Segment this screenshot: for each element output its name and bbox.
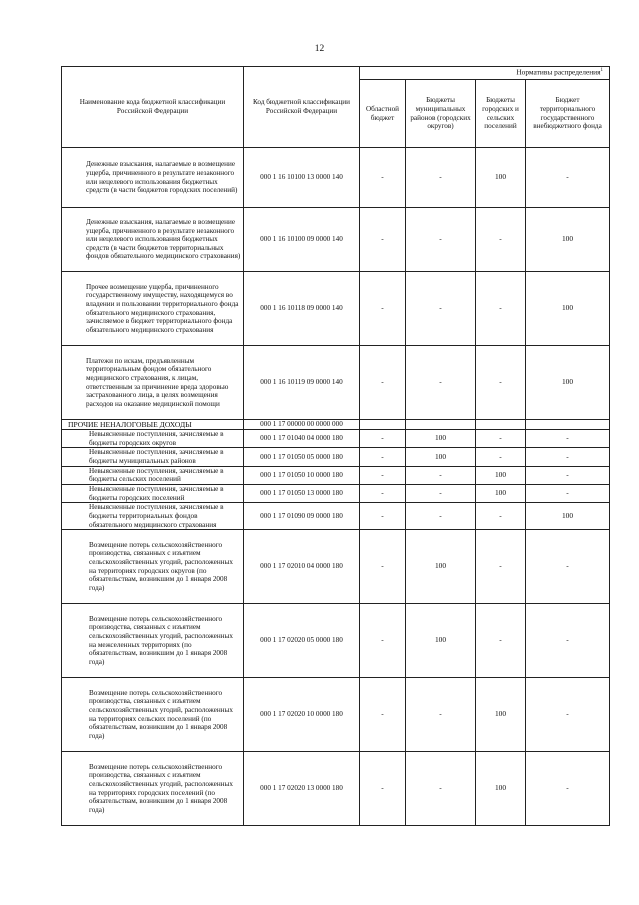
row-city-rural-value: -: [476, 208, 526, 272]
row-fund-value: [526, 420, 610, 430]
row-regional-value: -: [360, 678, 406, 752]
header-fund: Бюджет территориального государственного внебюджетного фонда: [526, 80, 610, 148]
row-municipal-value: -: [406, 148, 476, 208]
table-row: [62, 530, 610, 604]
row-name: Прочее возмещение ущерба, причиненного государственному имуществу, находящемуся во владении и пользовании территориального фонда обязательного медицинского страхования, зачисляемое в бюджет территориального фонда обязательного медицинского страхования: [62, 272, 244, 346]
row-regional-value: -: [360, 448, 406, 466]
row-regional-value: -: [360, 430, 406, 448]
row-code: 000 1 16 10118 09 0000 140: [244, 272, 360, 346]
row-municipal-value: -: [406, 503, 476, 530]
row-name: Невыясненные поступления, зачисляемые в бюджеты городских поселений: [62, 484, 244, 502]
row-name: Невыясненные поступления, зачисляемые в бюджеты городских округов: [62, 430, 244, 448]
row-city-rural-value: 100: [476, 148, 526, 208]
row-fund-value: -: [526, 678, 610, 752]
row-municipal-value: -: [406, 346, 476, 420]
table-row: [62, 604, 610, 678]
row-city-rural-value: -: [476, 430, 526, 448]
table-row: [62, 430, 610, 448]
row-municipal-value: -: [406, 272, 476, 346]
table-row: [62, 148, 610, 208]
row-code: 000 1 16 10100 13 0000 140: [244, 148, 360, 208]
row-name: Невыясненные поступления, зачисляемые в бюджеты сельских поселений: [62, 466, 244, 484]
row-municipal-value: -: [406, 208, 476, 272]
row-code: 000 1 17 01040 04 0000 180: [244, 430, 360, 448]
page-number: 12: [314, 44, 325, 54]
row-city-rural-value: 100: [476, 678, 526, 752]
row-name: Возмещение потерь сельскохозяйственного производства, связанных с изъятием сельскохозяйственных угодий, расположенных на территориях сельских поселений (по обязательствам, возникшим до 1 января 2008 года): [62, 678, 244, 752]
header-code: Код бюджетной классификации Российской Федерации: [244, 67, 360, 148]
budget-norms-table: [61, 66, 610, 826]
row-code: 000 1 16 10119 09 0000 140: [244, 346, 360, 420]
row-regional-value: -: [360, 752, 406, 826]
row-name: Возмещение потерь сельскохозяйственного производства, связанных с изъятием сельскохозяйственных угодий, расположенных на территориях городских округов (по обязательствам, возникшим до 1 января 2008 года): [62, 530, 244, 604]
table-row: [62, 208, 610, 272]
table-row: [62, 503, 610, 530]
header-norms-footnote: 1: [600, 68, 604, 74]
row-city-rural-value: 100: [476, 466, 526, 484]
row-city-rural-value: 100: [476, 484, 526, 502]
row-fund-value: -: [526, 484, 610, 502]
row-name: Невыясненные поступления, зачисляемые в бюджеты территориальных фондов обязательного медицинского страхования: [62, 503, 244, 530]
header-city-rural: Бюджеты городских и сельских поселений: [476, 80, 526, 148]
row-regional-value: -: [360, 208, 406, 272]
row-regional-value: -: [360, 466, 406, 484]
row-municipal-value: 100: [406, 530, 476, 604]
row-city-rural-value: -: [476, 448, 526, 466]
header-norms-title: Нормативы распределения: [516, 67, 601, 77]
row-code: 000 1 17 01050 05 0000 180: [244, 448, 360, 466]
row-code: 000 1 17 01050 13 0000 180: [244, 484, 360, 502]
row-municipal-value: -: [406, 484, 476, 502]
row-city-rural-value: -: [476, 346, 526, 420]
row-fund-value: -: [526, 148, 610, 208]
row-regional-value: -: [360, 484, 406, 502]
row-fund-value: 100: [526, 503, 610, 530]
row-name: Платежи по искам, предъявленным территориальным фондом обязательного медицинского страхования, к лицам, ответственным за причинение вреда здоровью застрахованного лица, в целях возмещения расходов на оказание медицинской помощи: [62, 346, 244, 420]
table-row: [62, 466, 610, 484]
row-code: 000 1 17 01090 09 0000 180: [244, 503, 360, 530]
row-regional-value: -: [360, 272, 406, 346]
table-body: [62, 148, 610, 826]
row-fund-value: -: [526, 752, 610, 826]
row-municipal-value: -: [406, 466, 476, 484]
row-municipal-value: 100: [406, 448, 476, 466]
row-regional-value: -: [360, 346, 406, 420]
row-code: 000 1 17 01050 10 0000 180: [244, 466, 360, 484]
row-fund-value: -: [526, 430, 610, 448]
table-row: [62, 484, 610, 502]
row-fund-value: 100: [526, 272, 610, 346]
row-city-rural-value: -: [476, 530, 526, 604]
table-row: [62, 752, 610, 826]
table-header-row: [62, 67, 610, 80]
row-fund-value: -: [526, 604, 610, 678]
table-row: [62, 678, 610, 752]
row-city-rural-value: [476, 420, 526, 430]
row-regional-value: [360, 420, 406, 430]
row-fund-value: -: [526, 466, 610, 484]
row-regional-value: -: [360, 503, 406, 530]
row-fund-value: 100: [526, 346, 610, 420]
row-municipal-value: -: [406, 678, 476, 752]
row-regional-value: -: [360, 148, 406, 208]
row-name: Денежные взыскания, налагаемые в возмещение ущерба, причиненного в результате незаконного или нецелевого использования бюджетных средств (в части бюджетов территориальных фондов обязательного медицинского страхования): [62, 208, 244, 272]
table-row: [62, 272, 610, 346]
row-code: 000 1 17 02020 13 0000 180: [244, 752, 360, 826]
row-regional-value: -: [360, 530, 406, 604]
row-municipal-value: 100: [406, 430, 476, 448]
row-name: Денежные взыскания, налагаемые в возмещение ущерба, причиненного в результате незаконного или нецелевого использования бюджетных средств (в части бюджетов городских поселений): [62, 148, 244, 208]
row-city-rural-value: -: [476, 604, 526, 678]
header-municipal: Бюджеты муниципальных районов (городских округов): [406, 80, 476, 148]
row-code: 000 1 17 00000 00 0000 000: [244, 420, 360, 430]
table-row: [62, 448, 610, 466]
row-name: ПРОЧИЕ НЕНАЛОГОВЫЕ ДОХОДЫ: [62, 420, 244, 430]
row-fund-value: 100: [526, 208, 610, 272]
row-city-rural-value: -: [476, 503, 526, 530]
row-fund-value: -: [526, 448, 610, 466]
table-row: [62, 346, 610, 420]
row-municipal-value: -: [406, 752, 476, 826]
header-regional: Областной бюджет: [360, 80, 406, 148]
row-code: 000 1 16 10100 09 0000 140: [244, 208, 360, 272]
row-city-rural-value: -: [476, 272, 526, 346]
row-code: 000 1 17 02020 05 0000 180: [244, 604, 360, 678]
row-regional-value: -: [360, 604, 406, 678]
section-row: [62, 420, 610, 430]
row-code: 000 1 17 02010 04 0000 180: [244, 530, 360, 604]
header-norms: [360, 67, 610, 80]
row-name: Возмещение потерь сельскохозяйственного производства, связанных с изъятием сельскохозяйственных угодий, расположенных на межселенных территориях (по обязательствам, возникшим до 1 января 2008 года): [62, 604, 244, 678]
row-fund-value: -: [526, 530, 610, 604]
row-municipal-value: 100: [406, 604, 476, 678]
row-name: Невыясненные поступления, зачисляемые в бюджеты муниципальных районов: [62, 448, 244, 466]
row-municipal-value: [406, 420, 476, 430]
header-name: Наименование кода бюджетной классификации Российской Федерации: [62, 67, 244, 148]
row-code: 000 1 17 02020 10 0000 180: [244, 678, 360, 752]
row-name: Возмещение потерь сельскохозяйственного производства, связанных с изъятием сельскохозяйственных угодий, расположенных на территориях городских поселений (по обязательствам, возникшим до 1 января 2008 года): [62, 752, 244, 826]
row-city-rural-value: 100: [476, 752, 526, 826]
